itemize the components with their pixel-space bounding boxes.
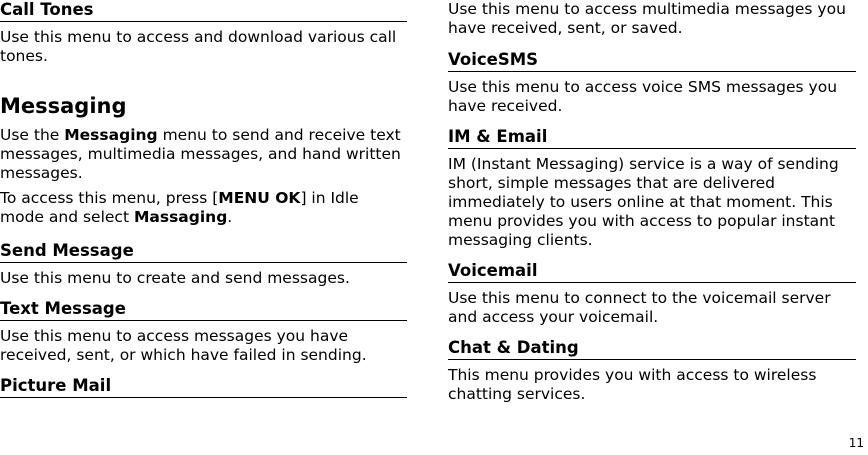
chat-dating-body: This menu provides you with access to wireless chatting services.	[448, 366, 817, 403]
text-message-body: Use this menu to access messages you have received, sent, or which have failed in sending.	[0, 327, 367, 364]
messaging-intro	[0, 126, 407, 183]
voicesms-body: Use this menu to access voice SMS messages you have received.	[448, 78, 838, 115]
messaging-intro-text-1: Use the	[0, 126, 65, 144]
call-tones-body: Use this menu to access and download various call tones.	[0, 28, 397, 65]
im-email-heading: IM & Email	[448, 127, 856, 149]
picture-mail-body: Use this menu to access multimedia messages you have received, sent, or saved.	[448, 0, 846, 37]
text-message-heading: Text Message	[0, 299, 407, 321]
menu-ok-key: MENU OK	[218, 189, 301, 207]
voicemail-body: Use this menu to connect to the voicemail server and access your voicemail.	[448, 289, 831, 326]
voicemail-heading: Voicemail	[448, 261, 856, 283]
send-message-body: Use this menu to create and send messages.	[0, 269, 350, 287]
picture-mail-heading: Picture Mail	[0, 376, 407, 398]
left-column	[0, 0, 407, 398]
im-email-body: IM (Instant Messaging) service is a way of sending short, simple messages that are delivered immediately to users online at that moment. This menu provides you with access to popular instant messaging clients.	[448, 155, 839, 249]
messaging-heading: Messaging	[0, 94, 127, 118]
messaging-intro-text-2: menu to send and receive text messages, multimedia messages, and hand written messages.	[0, 126, 401, 182]
right-column	[448, 0, 856, 404]
massaging-menu-name: Massaging	[133, 208, 228, 226]
messaging-access-text-3: .	[227, 208, 233, 226]
messaging-access-text-1: To access this menu, press [	[0, 189, 219, 207]
send-message-heading: Send Message	[0, 241, 407, 263]
voicesms-heading: VoiceSMS	[448, 50, 856, 72]
messaging-access-text-2: ] in Idle mode and select	[0, 189, 359, 226]
call-tones-heading: Call Tones	[0, 0, 407, 22]
page-number: 11	[848, 436, 864, 450]
messaging-intro-bold: Messaging	[64, 126, 158, 144]
chat-dating-heading: Chat & Dating	[448, 338, 856, 360]
messaging-access	[0, 189, 407, 227]
